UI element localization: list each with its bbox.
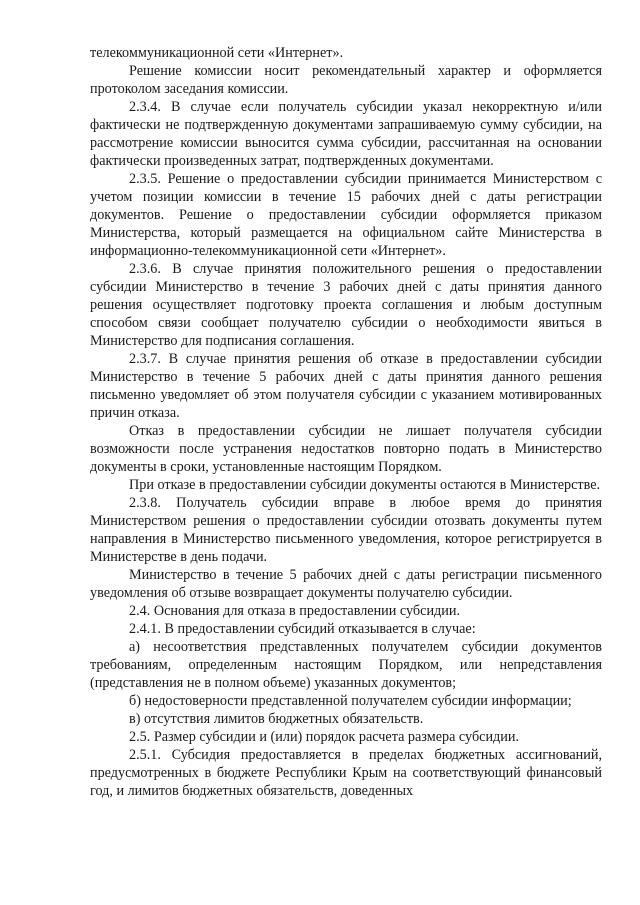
paragraph: телекоммуникационной сети «Интернет». (90, 45, 344, 61)
paragraph: Отказ в предоставлении субсидии не лишает получателя субсидии возможности после устранения недостатков повторно подать в Министерство документы в сроки, установленные настоящим Порядком. (90, 423, 602, 475)
paragraph: При отказе в предоставлении субсидии документы остаются в Министерстве. (129, 477, 601, 493)
paragraph: 2.4. Основания для отказа в предоставлении субсидии. (129, 603, 460, 619)
paragraph: 2.3.4. В случае если получатель субсидии указал некорректную и/или фактически не подтвержденную документами запрашиваемую сумму субсидии, на рассмотрение комиссии выносится сумма субсидии, рассчитанная на основании фактически произведенных затрат, подтвержденных документами. (90, 99, 602, 169)
paragraph: 2.3.7. В случае принятия решения об отказе в предоставлении субсидии Министерство в течение 5 рабочих дней с даты принятия данного решения письменно уведомляет об этом получателя субсидии с указанием мотивированных причин отказа. (90, 351, 602, 421)
paragraph: 2.3.5. Решение о предоставлении субсидии принимается Министерством с учетом позиции комиссии в течение 15 рабочих дней с даты регистрации документов. Решение о предоставлении субсидии оформляется приказом Министерства, который размещается на официальном сайте Министерства в информационно-телекоммуникационной сети «Интернет». (90, 171, 602, 259)
paragraph: в) отсутствия лимитов бюджетных обязательств. (129, 711, 424, 727)
paragraph: 2.5. Размер субсидии и (или) порядок расчета размера субсидии. (129, 729, 520, 745)
paragraph: 2.3.6. В случае принятия положительного решения о предоставлении субсидии Министерство в течение 3 рабочих дней с даты принятия данного решения осуществляет подготовку проекта соглашения и любым доступным способом связи сообщает получателю субсидии о необходимости явиться в Министерство для подписания соглашения. (90, 261, 602, 349)
paragraph: Министерство в течение 5 рабочих дней с даты регистрации письменного уведомления об отзыве возвращает документы получателю субсидии. (90, 567, 602, 601)
paragraph: 2.4.1. В предоставлении субсидий отказывается в случае: (129, 621, 476, 637)
paragraph: 2.5.1. Субсидия предоставляется в пределах бюджетных ассигнований, предусмотренных в бюджете Республики Крым на соответствующий финансовый год, и лимитов бюджетных обязательств, доведенных (90, 747, 602, 799)
paragraph: б) недостоверности представленной получателем субсидии информации; (129, 693, 572, 709)
paragraph: а) несоответствия представленных получателем субсидии документов требованиям, определенным настоящим Порядком, или непредставления (представления не в полном объеме) указанных документов; (90, 639, 602, 691)
document-body (90, 44, 602, 800)
paragraph: 2.3.8. Получатель субсидии вправе в любое время до принятия Министерством решения о предоставлении субсидии отозвать документы путем направления в Министерство письменного уведомления, которое регистрируется в Министерстве в день подачи. (90, 495, 602, 565)
paragraph: Решение комиссии носит рекомендательный характер и оформляется протоколом заседания комиссии. (90, 63, 602, 97)
